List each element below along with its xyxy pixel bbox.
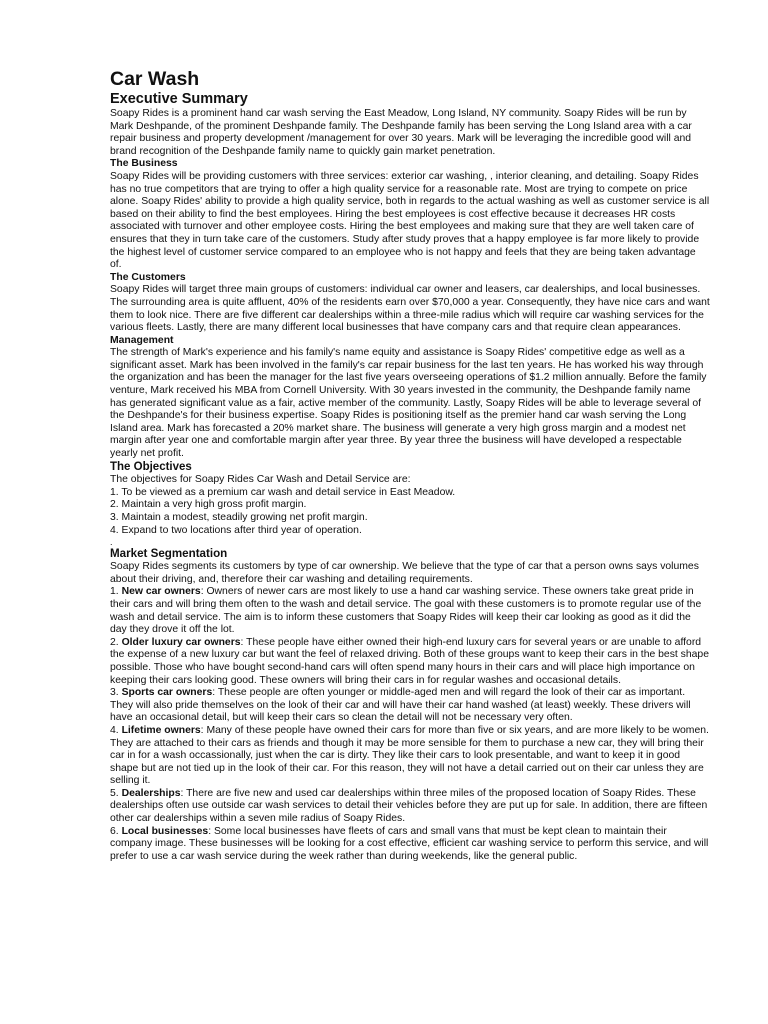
segment-item-sports-car-owners (110, 687, 710, 725)
executive-summary-heading: Executive Summary (110, 91, 248, 107)
document-title: Car Wash (110, 68, 200, 90)
segment-description: : Owners of newer cars are most likely to use a hand car washing service. These owners take great pride in their cars and will bring them often to the wash and detail service. The goal with these customers is to promote regular use of the wash and detail service. The aim is to inform these customers that Soapy Rides will keep their car looking as good as it did the day they drove it off the lot. (110, 586, 702, 636)
objective-item: 3. Maintain a modest, steadily growing net profit margin. (110, 512, 368, 523)
segment-number: 2. (110, 636, 122, 648)
segment-number: 4. (110, 724, 122, 736)
executive-summary-text: Soapy Rides is a prominent hand car wash serving the East Meadow, Long Island, NY community. Soapy Rides will be run by Mark Deshpande, of the prominent Deshpande family. The Deshpande family has been serving the Long Island area with a car repair business and property development /management for over 30 years. Mark will be leveraging the incredible good will and brand recognition of the Deshpande family name to quickly gain market penetration. (110, 108, 692, 157)
segment-number: 5. (110, 787, 122, 799)
objective-item: 1. To be viewed as a premium car wash and detail service in East Meadow. (110, 486, 456, 498)
segment-item-lifetime-owners (110, 725, 710, 788)
stray-period: . (110, 537, 113, 548)
segment-description: : Some local businesses have fleets of cars and small vans that must be kept clean to maintain their company image. These businesses will be looking for a cost effective, efficient car washing service to perform this service, and will prefer to use a car wash service during the week rather than during weekends, like the general public. (110, 825, 709, 862)
segment-item-local-businesses (110, 826, 710, 864)
objectives-heading: The Objectives (110, 460, 192, 473)
segment-number: 1. (110, 586, 122, 598)
segment-name: Lifetime owners (121, 724, 201, 736)
objectives-intro: The objectives for Soapy Rides Car Wash and Detail Service are: (110, 474, 411, 486)
segment-description: : These people have either owned their high-end luxury cars for several years or are unable to afford the expense of a new luxury car but want the feel of relaxed driving. Both of these groups want to keep their cars in the best shape possible. Those who have bought second-hand cars will often spend many hours in their cars and will place high importance on keeping their cars looking good. These owners will bring their cars in for regular washes and occasional details. (110, 636, 709, 686)
segment-item-new-car-owners (110, 586, 710, 636)
segment-number: 6. (110, 825, 122, 837)
management-text: The strength of Mark's experience and his family's name equity and assistance is Soapy Rides' competitive edge as well as a significant asset. Mark has been involved in the family's car repair business for the last ten years. He has worked his way through the organization and has been the manager for the last five years overseeing operations of $1.2 million annually. Before the family venture, Mark received his MBA from Cornell University. With 30 years invested in the community, the Deshpande family name has generated significant value as a fair, active member of the community. Lastly, Soapy Rides will be able to leverage several of the Deshpande's for their business expertise. Soapy Rides is positioning itself as the premier hand car wash serving the Long Island area. Mark has forecasted a 20% market share. The business will generate a very high gross margin and a modest net margin after year one and comfortable margin after year three. By year three the business will have developed a respectable yearly net profit. (110, 347, 707, 460)
segment-name: Older luxury car owners (121, 636, 241, 648)
objective-item: 2. Maintain a very high gross profit margin. (110, 499, 307, 511)
segment-item-older-luxury-car-owners (110, 637, 710, 687)
segment-number: 3. (110, 687, 122, 699)
segment-name: New car owners (121, 586, 201, 598)
market-segmentation-heading: Market Segmentation (110, 547, 228, 561)
segment-description: : Many of these people have owned their cars for more than five or six years, and are more likely to be women. They are attached to their cars as friends and though it may be more sensible for them to purchase a new car, they will bring their car in for a wash occassionally, just when the car is dirty. They like their cars to look presentable, and want to keep it in good shape but are not tied up in the look of their car. For this reason, they will not have a detail carried out on their car unless they are selling it. (110, 724, 709, 787)
segment-name: Sports car owners (121, 687, 213, 699)
customers-text: Soapy Rides will target three main groups of customers: individual car owner and leasers, car dealerships, and local businesses. The surrounding area is quite affluent, 40% of the residents earn over $70,000 a year. Consequently, they have nice cars and want them to look nice. There are five different car dealerships within a three-mile radius which will require car washing services for the various fleets. Lastly, there are many different local businesses that have company cars and that require clean appearances. (110, 284, 710, 334)
segment-item-dealerships (110, 788, 710, 826)
business-text: Soapy Rides will be providing customers with three services: exterior car washing, , interior cleaning, and detailing. Soapy Rides has no true competitors that are trying to offer a high quality service for a reasonable rate. Most are trying to compete on price alone. Soapy Rides' ability to provide a high quality service, both in regards to the actual washing as well as customer service is all based on their ability to find the best employees. Hiring the best employees is cost effective because it decreases HR costs associated with turnover and other employee costs. Hiring the best employees and making sure that they are well taken care of ensures that they in turn take care of the customers. Study after study proves that a happy employee is far more likely to provide the highest level of customer service compared to an employee who is not happy and feels that they are being taken advantage of. (110, 170, 710, 271)
segment-name: Dealerships (121, 787, 181, 799)
objectives-list (110, 487, 710, 537)
market-segmentation-intro: Soapy Rides segments its customers by type of car ownership. We believe that the type of car that a person owns says volumes about their driving, and, therefore their car washing and detailing requirements. (110, 561, 699, 585)
segment-name: Local businesses (121, 825, 209, 837)
customers-heading: The Customers (110, 271, 186, 283)
segment-list (110, 586, 710, 863)
management-heading: Management (110, 334, 174, 346)
objective-item: 4. Expand to two locations after third year of operation. (110, 524, 362, 536)
segment-description: : There are five new and used car dealerships within three miles of the proposed location of Soapy Rides. These dealerships often use outside car wash services to detail their vehicles before they are put up for sale. In addition, there are fifteen other car dealerships within a seven mile radius of Soapy Rides. (110, 787, 708, 825)
document-body (110, 68, 710, 863)
business-heading: The Business (110, 158, 178, 170)
segment-description: : These people are often younger or middle-aged men and will regard the look of their car as important. They will also pride themselves on the look of their car and will have their car hand washed (at least) weekly. These drivers will have an occasional detail, but will keep their cars so clean the detail will not be necessary very often. (110, 687, 691, 724)
